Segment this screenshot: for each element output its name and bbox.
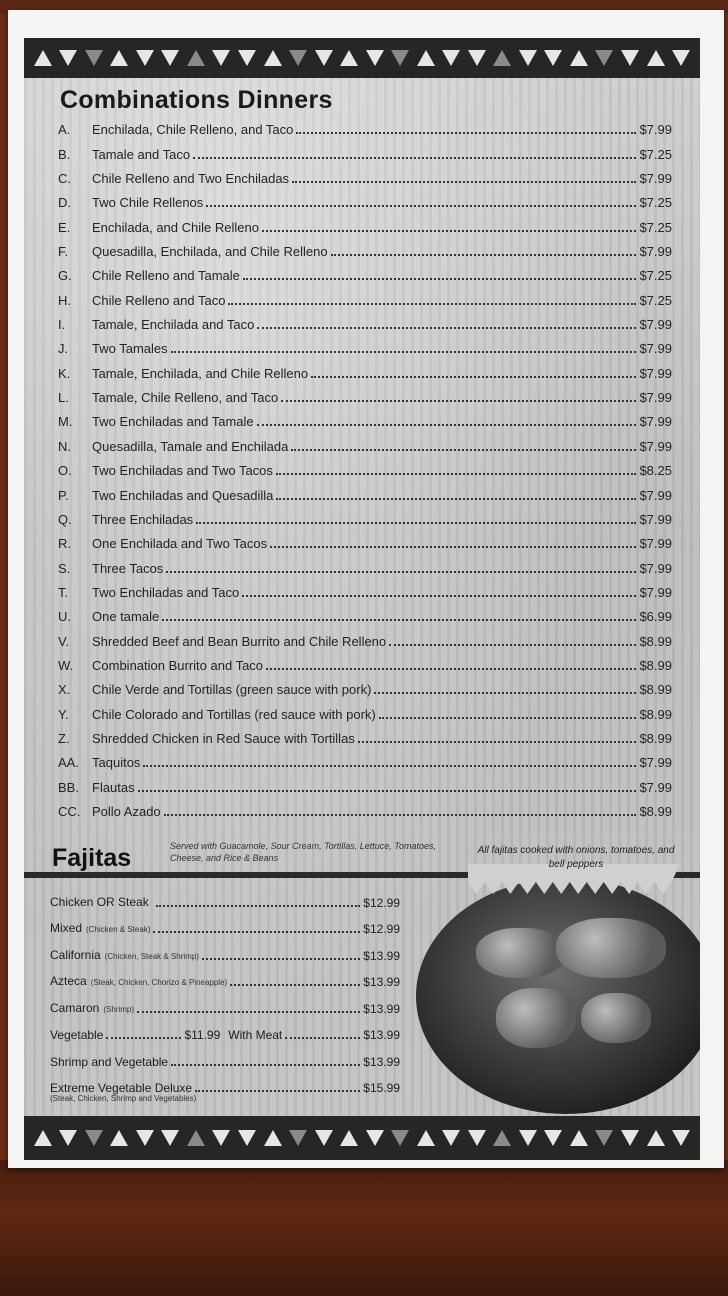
dot-leader bbox=[276, 473, 637, 475]
item-name: Two Enchiladas and Two Tacos bbox=[92, 463, 273, 479]
list-item bbox=[58, 528, 672, 552]
item-name: Three Tacos bbox=[92, 560, 164, 576]
item-name: One tamale bbox=[92, 609, 160, 625]
list-item bbox=[50, 1070, 400, 1097]
item-name: Shredded Chicken in Red Sauce with Tortillas bbox=[92, 730, 355, 746]
border-triangle-icon bbox=[110, 50, 128, 66]
border-triangle-icon bbox=[340, 1130, 358, 1146]
item-price: $7.99 bbox=[639, 511, 672, 527]
dot-leader bbox=[153, 931, 360, 933]
list-item bbox=[50, 1043, 400, 1070]
item-name: Tamale, Chile Relleno, and Taco bbox=[92, 390, 279, 406]
border-triangle-icon bbox=[366, 50, 384, 66]
item-price: $7.99 bbox=[639, 390, 672, 406]
border-triangle-icon bbox=[519, 50, 537, 66]
item-name: Enchilada, Chile Relleno, and Taco bbox=[92, 122, 294, 138]
border-triangle-icon bbox=[161, 50, 179, 66]
dot-leader bbox=[228, 303, 636, 305]
item-letter: D. bbox=[58, 195, 71, 211]
item-letter: P. bbox=[58, 487, 69, 503]
border-triangle-icon bbox=[468, 50, 486, 66]
border-triangle-icon bbox=[570, 1130, 588, 1146]
combinations-list bbox=[58, 114, 672, 820]
list-item bbox=[50, 1017, 400, 1044]
item-price: $7.99 bbox=[639, 122, 672, 138]
dot-leader bbox=[262, 230, 637, 232]
list-item bbox=[50, 964, 400, 991]
border-triangle-icon bbox=[417, 1130, 435, 1146]
border-triangle-icon bbox=[672, 1130, 690, 1146]
dot-leader bbox=[266, 668, 636, 670]
item-letter: W. bbox=[58, 657, 74, 673]
border-triangle-icon bbox=[187, 1130, 205, 1146]
menu-page bbox=[24, 38, 700, 1160]
fajita-vegetable-name: Vegetable bbox=[50, 1028, 104, 1042]
border-triangle-icon bbox=[340, 50, 358, 66]
list-item bbox=[58, 698, 672, 722]
fajita-price: $13.99 bbox=[363, 975, 400, 989]
item-name: One Enchilada and Two Tacos bbox=[92, 536, 268, 552]
list-item bbox=[50, 911, 400, 938]
border-triangle-icon bbox=[59, 50, 77, 66]
dot-leader bbox=[193, 157, 636, 159]
fajita-detail: (Steak, Chicken, Chorizo & Pineapple) bbox=[90, 978, 228, 987]
item-name: Tamale, Enchilada, and Chile Relleno bbox=[92, 365, 309, 381]
dot-leader bbox=[243, 278, 637, 280]
list-item bbox=[58, 479, 672, 503]
fajita-detail: (Chicken & Steak) bbox=[86, 925, 151, 934]
item-price: $7.25 bbox=[639, 219, 672, 235]
border-triangle-icon bbox=[289, 1130, 307, 1146]
fajita-detail: (Chicken, Steak & Shrimp) bbox=[104, 951, 199, 961]
item-letter: L. bbox=[58, 390, 69, 406]
item-name: Taquitos bbox=[92, 755, 141, 771]
dot-leader bbox=[171, 351, 637, 353]
dot-leader bbox=[242, 595, 636, 597]
item-price: $6.99 bbox=[639, 609, 672, 625]
border-triangle-icon bbox=[570, 50, 588, 66]
item-letter: Y. bbox=[58, 706, 69, 722]
dot-leader bbox=[311, 376, 636, 378]
item-name: Two Enchiladas and Taco bbox=[92, 584, 240, 600]
dot-leader bbox=[138, 790, 637, 792]
item-name: Two Tamales bbox=[92, 341, 168, 357]
dot-leader bbox=[137, 1011, 360, 1013]
list-item bbox=[58, 430, 672, 454]
list-item bbox=[58, 577, 672, 601]
fajita-name bbox=[50, 1001, 134, 1017]
item-price: $7.25 bbox=[639, 146, 672, 162]
fajita-skillet-photo bbox=[416, 878, 700, 1114]
dot-leader bbox=[389, 644, 636, 646]
item-letter: T. bbox=[58, 584, 69, 600]
border-triangle-icon bbox=[366, 1130, 384, 1146]
fajitas-list bbox=[50, 884, 400, 1103]
list-item bbox=[58, 138, 672, 162]
dot-leader bbox=[162, 619, 636, 621]
fajita-name bbox=[50, 974, 227, 990]
item-name: Enchilada, and Chile Relleno bbox=[92, 219, 259, 235]
dot-leader bbox=[196, 522, 636, 524]
item-letter: Q. bbox=[58, 511, 72, 527]
list-item bbox=[58, 163, 672, 187]
fajita-name bbox=[50, 921, 150, 937]
fajita-name-text: Chicken OR Steak bbox=[50, 894, 149, 909]
dot-leader bbox=[379, 717, 637, 719]
border-triangle-icon bbox=[34, 1130, 52, 1146]
item-letter: S. bbox=[58, 560, 71, 576]
border-triangle-icon bbox=[85, 50, 103, 66]
item-price: $7.99 bbox=[639, 560, 672, 576]
item-price: $7.99 bbox=[639, 438, 672, 454]
list-item bbox=[58, 236, 672, 260]
item-letter: U. bbox=[58, 609, 71, 625]
fajita-extreme-name: Extreme Vegetable Deluxe bbox=[50, 1081, 193, 1095]
fajita-extreme-price: $15.99 bbox=[363, 1081, 400, 1095]
border-triangle-icon bbox=[187, 50, 205, 66]
dot-leader bbox=[143, 765, 636, 767]
item-price: $7.25 bbox=[639, 195, 672, 211]
item-letter: M. bbox=[58, 414, 73, 430]
border-triangle-icon bbox=[212, 1130, 230, 1146]
item-name: Two Chile Rellenos bbox=[92, 195, 204, 211]
border-triangle-icon bbox=[391, 50, 409, 66]
border-triangle-icon bbox=[672, 50, 690, 66]
list-item bbox=[58, 552, 672, 576]
item-price: $7.99 bbox=[639, 755, 672, 771]
item-name: Shredded Beef and Bean Burrito and Chile Relleno bbox=[92, 633, 387, 649]
item-price: $7.99 bbox=[639, 171, 672, 187]
item-price: $8.99 bbox=[639, 730, 672, 746]
item-letter: O. bbox=[58, 463, 72, 479]
fajita-extreme-detail: (Steak, Chicken, Shrimp and Vegetables) bbox=[50, 1094, 197, 1103]
list-item bbox=[58, 747, 672, 771]
list-item bbox=[58, 723, 672, 747]
border-triangle-icon bbox=[442, 1130, 460, 1146]
dot-leader bbox=[291, 449, 636, 451]
border-triangle-icon bbox=[264, 1130, 282, 1146]
list-item bbox=[58, 674, 672, 698]
item-letter: C. bbox=[58, 171, 71, 187]
border-triangle-icon bbox=[647, 50, 665, 66]
item-price: $7.25 bbox=[639, 292, 672, 308]
item-letter: I. bbox=[58, 317, 66, 333]
border-triangle-icon bbox=[621, 50, 639, 66]
fajita-price: $12.99 bbox=[363, 895, 400, 910]
item-name: Two Enchiladas and Tamale bbox=[92, 414, 254, 430]
border-triangle-icon bbox=[493, 50, 511, 66]
item-letter: Z. bbox=[58, 730, 70, 746]
fajita-shrimp-veg-price: $13.99 bbox=[363, 1054, 400, 1069]
item-price: $7.99 bbox=[639, 487, 672, 503]
dot-leader bbox=[358, 741, 637, 743]
dot-leader bbox=[292, 181, 636, 183]
border-triangle-icon bbox=[59, 1130, 77, 1146]
item-price: $7.99 bbox=[639, 536, 672, 552]
list-item bbox=[58, 309, 672, 333]
border-triangle-icon bbox=[595, 1130, 613, 1146]
border-triangle-icon bbox=[212, 50, 230, 66]
item-name: Quesadilla, Tamale and Enchilada bbox=[92, 438, 289, 454]
border-triangle-icon bbox=[161, 1130, 179, 1146]
list-item bbox=[58, 333, 672, 357]
item-price: $8.99 bbox=[639, 657, 672, 673]
item-price: $7.25 bbox=[639, 268, 672, 284]
list-item bbox=[58, 650, 672, 674]
item-letter: R. bbox=[58, 536, 71, 552]
dot-leader bbox=[156, 905, 361, 907]
list-item bbox=[58, 284, 672, 308]
list-item bbox=[58, 601, 672, 625]
item-name: Chile Relleno and Two Enchiladas bbox=[92, 171, 290, 187]
border-triangle-icon bbox=[468, 1130, 486, 1146]
fajita-price: $13.99 bbox=[363, 948, 400, 963]
dot-leader bbox=[276, 498, 636, 500]
dot-leader bbox=[202, 958, 360, 960]
fajitas-served-with: Served with Guacamole, Sour Cream, Tortillas, Lettuce, Tomatoes, Cheese, and Rice & Beans bbox=[170, 841, 436, 863]
list-item bbox=[58, 406, 672, 430]
item-letter: H. bbox=[58, 292, 71, 308]
item-letter: F. bbox=[58, 244, 69, 260]
item-price: $8.99 bbox=[639, 633, 672, 649]
list-item bbox=[58, 455, 672, 479]
border-triangle-icon bbox=[85, 1130, 103, 1146]
dot-leader bbox=[270, 546, 636, 548]
item-price: $7.99 bbox=[639, 317, 672, 333]
item-name: Two Enchiladas and Quesadilla bbox=[92, 487, 274, 503]
list-item bbox=[58, 796, 672, 820]
border-triangle-icon bbox=[264, 50, 282, 66]
item-name: Quesadilla, Enchilada, and Chile Relleno bbox=[92, 244, 328, 260]
item-letter: J. bbox=[58, 341, 69, 357]
border-triangle-icon bbox=[34, 50, 52, 66]
item-letter: AA. bbox=[58, 755, 79, 771]
fajitas-title: Fajitas bbox=[52, 844, 132, 872]
item-letter: BB. bbox=[58, 779, 79, 795]
fajita-name bbox=[50, 948, 199, 964]
item-price: $7.99 bbox=[639, 244, 672, 260]
dot-leader bbox=[331, 254, 637, 256]
border-triangle-icon bbox=[519, 1130, 537, 1146]
item-letter: A. bbox=[58, 122, 71, 138]
fajita-name bbox=[50, 895, 153, 911]
item-price: $7.99 bbox=[639, 365, 672, 381]
item-name: Chile Relleno and Tamale bbox=[92, 268, 240, 284]
list-item bbox=[58, 504, 672, 528]
border-triangle-icon bbox=[621, 1130, 639, 1146]
border-triangle-icon bbox=[238, 50, 256, 66]
border-triangle-icon bbox=[136, 1130, 154, 1146]
fajita-with-meat-label: With Meat bbox=[228, 1028, 283, 1042]
list-item bbox=[50, 884, 400, 911]
table-surface bbox=[0, 1160, 728, 1296]
item-name: Chile Relleno and Taco bbox=[92, 292, 226, 308]
item-price: $7.99 bbox=[639, 414, 672, 430]
border-triangle-icon bbox=[493, 1130, 511, 1146]
fajita-detail: (Shrimp) bbox=[103, 1004, 135, 1014]
fajita-vegetable-price: $11.99 bbox=[184, 1028, 221, 1042]
item-letter: X. bbox=[58, 682, 71, 698]
item-name: Pollo Azado bbox=[92, 803, 161, 819]
border-triangle-icon bbox=[238, 1130, 256, 1146]
item-name: Combination Burrito and Taco bbox=[92, 657, 264, 673]
item-price: $8.99 bbox=[639, 706, 672, 722]
item-letter: B. bbox=[58, 146, 71, 162]
border-triangle-icon bbox=[315, 1130, 333, 1146]
dot-leader bbox=[230, 984, 360, 986]
list-item bbox=[58, 187, 672, 211]
list-item bbox=[50, 990, 400, 1017]
item-name: Tamale and Taco bbox=[92, 146, 191, 162]
fajita-name-text: California bbox=[50, 947, 101, 962]
dot-leader bbox=[164, 814, 637, 816]
border-triangle-icon bbox=[442, 50, 460, 66]
border-triangle-icon bbox=[315, 50, 333, 66]
list-item bbox=[58, 771, 672, 795]
list-item bbox=[58, 382, 672, 406]
combinations-title: Combinations Dinners bbox=[60, 86, 333, 114]
decorative-border-top bbox=[24, 38, 700, 78]
fajitas-cooked-note: All fajitas cooked with onions, tomatoes, and bell peppers bbox=[477, 845, 675, 870]
list-item bbox=[58, 625, 672, 649]
item-price: $7.99 bbox=[639, 341, 672, 357]
border-triangle-icon bbox=[595, 50, 613, 66]
item-letter: G. bbox=[58, 268, 72, 284]
list-item bbox=[58, 211, 672, 235]
item-price: $8.99 bbox=[639, 682, 672, 698]
dot-leader bbox=[166, 571, 636, 573]
item-price: $8.99 bbox=[639, 803, 672, 819]
border-triangle-icon bbox=[289, 50, 307, 66]
item-name: Flautas bbox=[92, 779, 135, 795]
border-triangle-icon bbox=[544, 50, 562, 66]
fajita-name-text: Camaron bbox=[50, 1000, 100, 1015]
item-name: Chile Verde and Tortillas (green sauce with pork) bbox=[92, 682, 372, 698]
fajita-with-meat-price: $13.99 bbox=[363, 1028, 401, 1042]
fajita-shrimp-veg-name: Shrimp and Vegetable bbox=[50, 1054, 169, 1069]
item-name: Three Enchiladas bbox=[92, 511, 194, 527]
item-name: Chile Colorado and Tortillas (red sauce with pork) bbox=[92, 706, 376, 722]
item-letter: E. bbox=[58, 219, 71, 235]
border-triangle-icon bbox=[110, 1130, 128, 1146]
dot-leader bbox=[257, 327, 636, 329]
item-price: $7.99 bbox=[639, 584, 672, 600]
fajita-name-text: Azteca bbox=[50, 974, 87, 988]
item-letter: K. bbox=[58, 365, 71, 381]
border-triangle-icon bbox=[136, 50, 154, 66]
list-item bbox=[58, 357, 672, 381]
fajita-price: $12.99 bbox=[363, 922, 400, 936]
item-letter: V. bbox=[58, 633, 70, 649]
fajita-price: $13.99 bbox=[363, 1001, 400, 1016]
border-triangle-icon bbox=[417, 50, 435, 66]
item-price: $7.99 bbox=[639, 779, 672, 795]
decorative-border-bottom bbox=[24, 1116, 700, 1160]
item-price: $8.25 bbox=[639, 463, 672, 479]
list-item bbox=[58, 260, 672, 284]
fajita-name-text: Mixed bbox=[50, 921, 83, 935]
list-item bbox=[50, 937, 400, 964]
dot-leader bbox=[281, 400, 636, 402]
dot-leader bbox=[257, 424, 637, 426]
dot-leader bbox=[374, 692, 636, 694]
border-triangle-icon bbox=[544, 1130, 562, 1146]
border-triangle-icon bbox=[391, 1130, 409, 1146]
dot-leader bbox=[206, 205, 636, 207]
item-letter: N. bbox=[58, 438, 71, 454]
dot-leader bbox=[296, 132, 636, 134]
item-letter: CC. bbox=[58, 803, 81, 819]
item-name: Tamale, Enchilada and Taco bbox=[92, 317, 255, 333]
list-item bbox=[58, 114, 672, 138]
border-triangle-icon bbox=[647, 1130, 665, 1146]
